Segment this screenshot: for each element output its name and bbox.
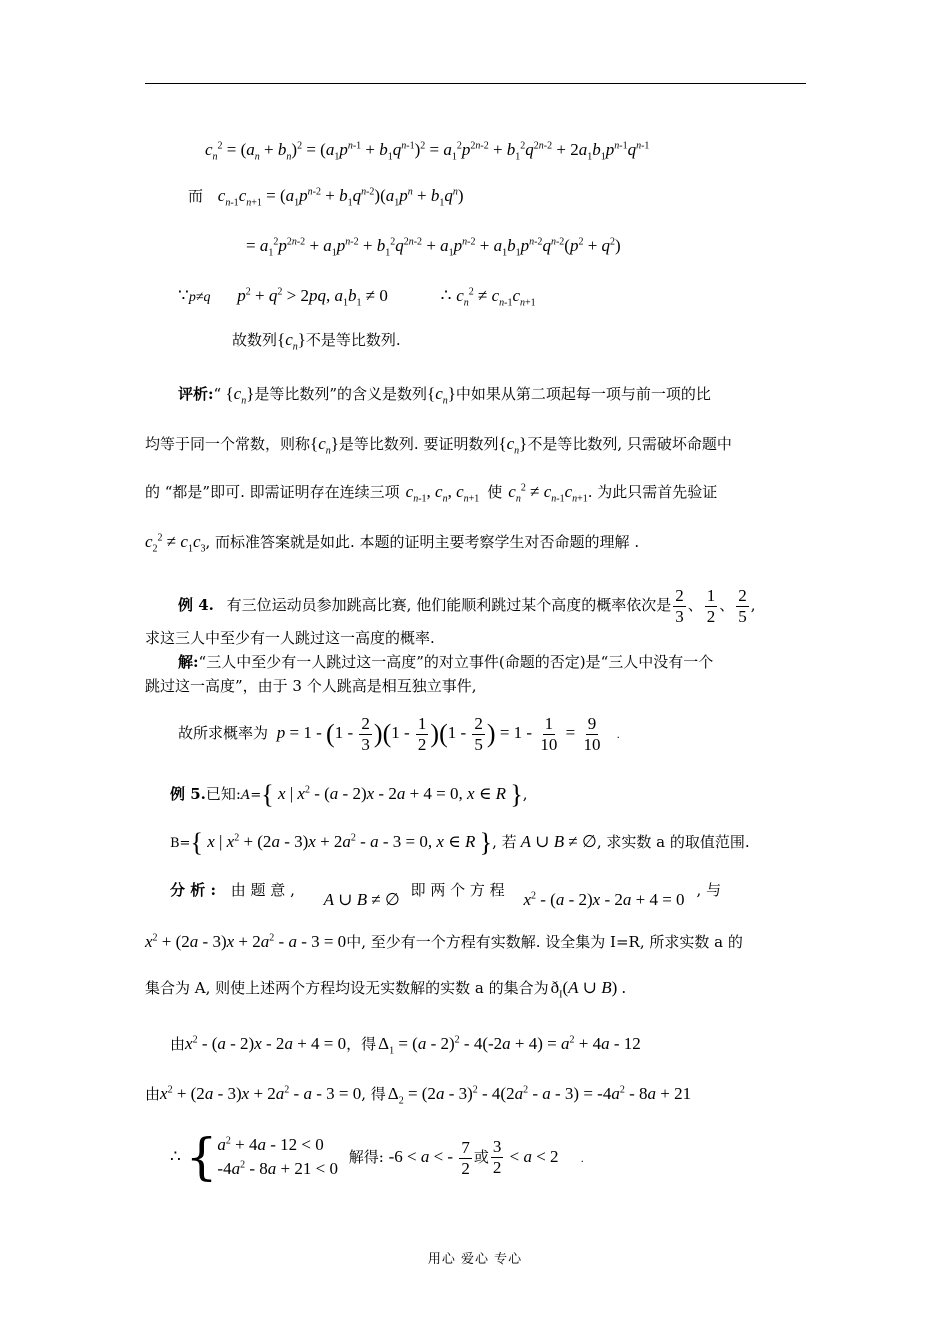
pingxi-label: 评析:	[178, 385, 214, 403]
example-4-line-1: 例 4. 有三位运动员参加跳高比赛, 他们能顺利跳过某个高度的概率依次是 $\frac{2}{3}$ 、 $\frac{1}{2}$ 、 $\frac{2}{5}$ ,	[178, 585, 756, 626]
analysis-line-3: 集合为 A, 则使上述两个方程均设无实数解的实数 a 的集合为 $ð_I(A$ ∪ B) .	[145, 978, 626, 1001]
therefore-symbol: ∴	[440, 286, 452, 305]
pingxi-line-3: 的 “都是”即可. 即需证明存在连续三项 $c_{n-1}$, $c_n$, $c_{n+1}$ 使 $c_n^2 \ne c_{n-1}c_{n+1}$. 为此只需首先验证	[145, 482, 718, 505]
header-rule	[145, 83, 806, 84]
discriminant-line-1: 由$x^2 - (a - 2)x - 2a + 4 = 0$，得 $\Delta_1 = (a - 2)^2 - 4(-2a + 4) = a^2 + 4a - 12$	[170, 1034, 641, 1057]
analysis-line-2: $x^2 + (2a - 3)x + 2a^2 - a - 3 = 0$中, 至少有一个方程有实数解. 设全集为 I=R, 所求实数 a 的	[145, 932, 743, 951]
discriminant-line-2: 由$x^2 + (2a - 3)x + 2a^2 - a - 3 = 0$, 得 $\Delta_2 = (2a - 3)^2 - 4(2a^2 - a - 3) = -4a^2 - 8a + 21$	[145, 1084, 692, 1107]
formula-cn-squared: $c_n^2 = (a_n + b_n)^2 = (a_1p^{n-1} + b_1q^{n-1})^2 = a_1^2p^{2n-2} + b_1^2q^{2n-2} + 2a_1b_1p^{n-1}q^{n-1}$	[205, 140, 650, 163]
example-5-line-1: 例 5.已知:A={ x | $x^2 - (a - 2)x - 2a + 4 = 0$, x ∈ R },	[170, 780, 528, 810]
pingxi-line-2: 均等于同一个常数，则称$\{c_n\}$是等比数列. 要证明数列$\{c_n\}$不是等比数列, 只需破坏命题中	[145, 434, 732, 457]
example-5-line-2: B={ x | $x^2 + (2a - 3)x + 2a^2 - a - 3 = 0$, x ∈ R }, 若 A ∪ B ≠ ∅, 求实数 a 的取值范围.	[170, 828, 750, 858]
page-footer: 用心 爱心 专心	[427, 1252, 523, 1267]
formula-product-line: 而 $c_{n-1}c_{n+1} = (a_1p^{n-2} + b_1q^{n-2})(a_1p^n + b_1q^n)$	[188, 186, 464, 209]
example-4-label: 例 4.	[178, 596, 214, 614]
solution-line-2: 跳过这一高度”，由于 3 个人跳高是相互独立事件,	[145, 677, 477, 695]
solution-probability: 故所求概率为 p = 1 - (1 - $\frac{2}{3}$ )(1 - $\frac{1}{2}$ )(1 - $\frac{2}{5}$ ) = 1 - $\frac{1}{10}$ = $\frac{9}{10}$ .	[178, 713, 620, 754]
example-5-label: 例 5.	[170, 785, 206, 803]
analysis-line-1: 分 析 : 由 题 意 , A ∪ B ≠ ∅ 即 两 个 方 程 $x^2 - (a - 2)x - 2a + 4 = 0$ , 与	[170, 881, 722, 909]
because-symbol: ∵	[178, 286, 189, 305]
solution-label: 解:	[178, 653, 199, 671]
formula-inequality-line: ∵p≠q $p^2 + q^2 > 2pq$, $a_1b_1 \ne 0$ ∴ $c_n^2 \ne c_{n-1}c_{n+1}$	[178, 286, 536, 309]
system-result-line: ∴ { $a^2 + 4a - 12 < 0$ $-4a^2 - 8a + 21 < 0$ 解得: -6 < a < - $\frac{7}{2}$ 或 $\frac{3}{2}$ < a < 2 .	[170, 1128, 584, 1186]
solution-line-1: 解:“三人中至少有一人跳过这一高度”的对立事件(命题的否定)是“三人中没有一个	[178, 653, 714, 671]
conclusion-line: 故数列$\{c_n\}$不是等比数列.	[232, 330, 401, 353]
formula-product-expanded: = $a_1^2p^{2n-2} + a_1p^{n-2} + b_1^2q^{2n-2} + a_1p^{n-2} + a_1b_1p^{n-2}q^{n-2}(p^2 + q^2)$	[246, 236, 621, 259]
er-label: 而	[188, 187, 204, 205]
example-4-line-2: 求这三人中至少有一人跳过这一高度的概率.	[145, 629, 435, 647]
analysis-label: 分 析 :	[170, 881, 216, 899]
pingxi-line-4: $c_2^2 \ne c_1c_3$, 而标准答案就是如此. 本题的证明主要考察学生对否命题的理解 .	[145, 532, 640, 555]
pingxi-line-1: 评析:“ $\{c_n\}$是等比数列”的含义是数列$\{c_n\}$中如果从第二项起每一项与前一项的比	[178, 384, 711, 407]
